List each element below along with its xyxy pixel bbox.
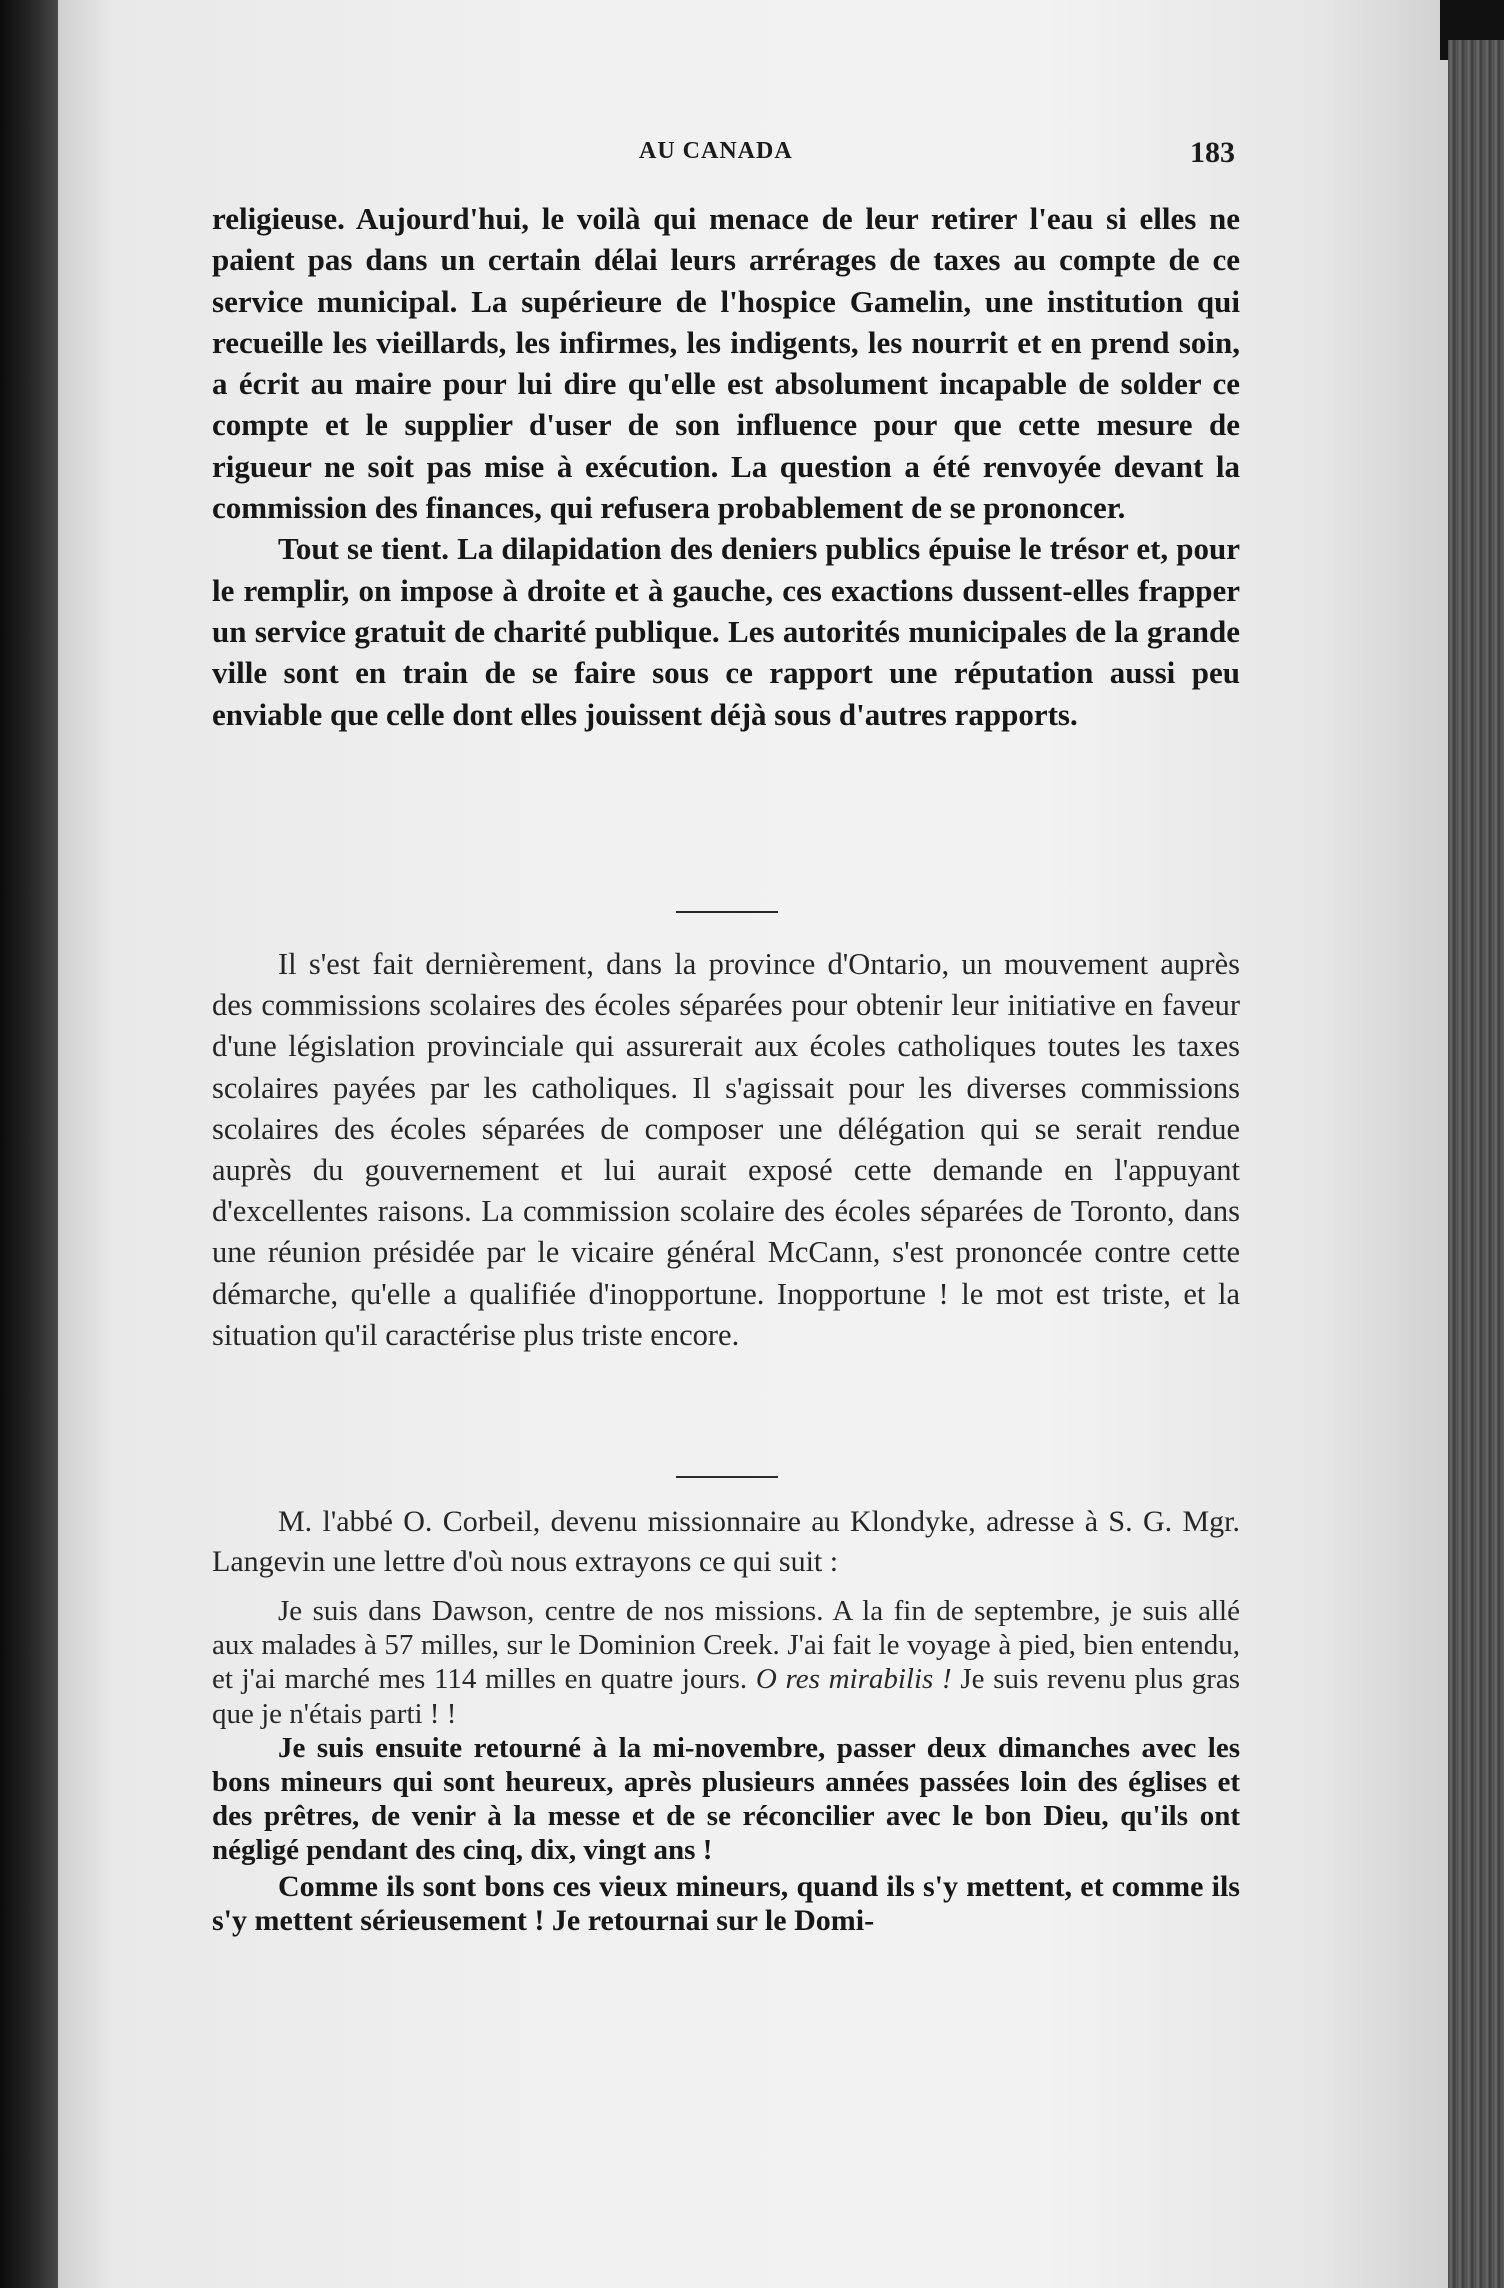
paragraph-tout-se-tient: Tout se tient. La dilapidation des deniers publics épuise le trésor et, pour le remplir, on impose à droite et à gauche, ces exactions dussent-elles frapper un service gratuit de charité publique. Les autorités municipales de la grande ville sont en train de se faire sous ce rapport une réputation aussi peu enviable que celle dont elles jouissent déjà sous d'autres rapports. [212,531,1240,732]
paragraph-corbeil-intro: M. l'abbé O. Corbeil, devenu missionnaire au Klondyke, adresse à S. G. Mgr. Langevin une lettre d'où nous extrayons ce qui suit : [212,1505,1240,1578]
film-border-left [0,0,58,2288]
paragraph-hospice: religieuse. Aujourd'hui, le voilà qui menace de leur retirer l'eau si elles ne paient pas dans un certain délai leurs arrérages de taxes au compte de ce service municipal. La supérieure de l'hospice Gamelin, une institution qui recueille les vieillards, les infirmes, les indigents, les nourrit et en prend soin, a écrit au maire pour lui dire qu'elle est absolument incapable de solder ce compte et le supplier d'user de son influence pour que cette mesure de rigueur ne soit pas mise à exécution. La question a été renvoyée devant la commission des finances, qui refusera probablement de se prononcer. [212,201,1240,526]
running-title: AU CANADA [639,138,793,164]
latin-exclamation: O res mirabilis ! [755,1663,952,1696]
text-block-klondyke-intro [212,1502,1240,1582]
letter-excerpt [212,1594,1240,1938]
page-header [215,138,1235,178]
letter-paragraph-mineurs: Je suis ensuite retourné à la mi-novembre, passer deux dimanches avec les bons mineurs qui sont heureux, après plusieurs années passées loin des églises et des prêtres, de venir à la messe et de se réconcilier avec le bon Dieu, qu'ils ont négligé pendant des cinq, dix, vingt ans ! [212,1731,1240,1867]
letter-text: Je suis revenu plus gras que je n'étais parti ! ! [212,1663,1241,1730]
letter-paragraph-dawson [212,1594,1240,1731]
text-block-ontario [212,944,1240,1356]
letter-paragraph-vieux-mineurs: Comme ils sont bons ces vieux mineurs, quand ils s'y mettent, et comme ils s'y mettent sérieusement ! Je retournai sur le Domi- [212,1869,1240,1937]
paragraph-ontario-schools: Il s'est fait dernièrement, dans la province d'Ontario, un mouvement auprès des commissions scolaires des écoles séparées pour obtenir leur initiative en faveur d'une législation provinciale qui assurerait aux écoles catholiques toutes les taxes scolaires payées par les catholiques. Il s'agissait pour les diverses commissions scolaires des écoles séparées de composer une délégation qui se serait rendue auprès du gouvernement et lui aurait exposé cette demande en l'appuyant d'excellentes raisons. La commission scolaire des écoles séparées de Toronto, dans une réunion présidée par le vicaire général McCann, s'est prononcée contre cette démarche, qu'elle a qualifiée d'inopportune. Inopportune ! le mot est triste, et la situation qu'il caractérise plus triste encore. [212,947,1240,1352]
page-number: 183 [1190,136,1235,169]
letter-text: Je suis dans Dawson, centre de nos missions. A la fin de septembre, je suis allé aux malades à 57 milles, sur le Dominion Creek. J'ai fait le voyage à pied, bien entendu, et j'ai marché mes 114 milles en quatre jours. [212,1595,1240,1696]
book-page-edges [1448,40,1504,2288]
section-divider [676,1476,778,1478]
section-divider [676,911,778,913]
text-block-municipal [212,198,1240,735]
